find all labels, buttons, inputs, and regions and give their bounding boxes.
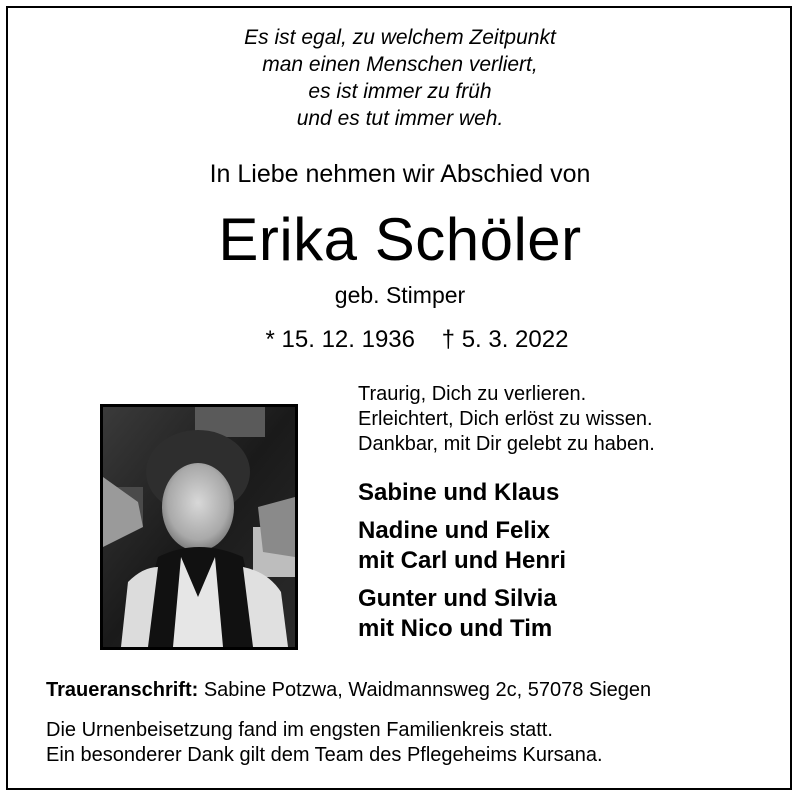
birth-date: * 15. 12. 1936: [265, 326, 415, 353]
poem-line: Erleichtert, Dich erlöst zu wissen.: [358, 408, 653, 430]
address-text: Sabine Potzwa, Waidmannsweg 2c, 57078 Siegen: [203, 679, 652, 701]
quote-line: und es tut immer weh.: [296, 107, 504, 130]
quote-line: man einen Menschen verliert,: [262, 53, 538, 76]
family-list: [358, 478, 566, 652]
portrait-image: [103, 407, 295, 647]
family-group: [358, 584, 566, 644]
quote: [0, 24, 800, 132]
note-line: Die Urnenbeisetzung fand im engsten Familienkreis statt.: [46, 719, 553, 741]
poem: [358, 382, 655, 457]
notes: [46, 718, 603, 768]
family-group: [358, 478, 566, 508]
family-member: mit Carl und Henri: [358, 547, 567, 574]
life-dates: [0, 326, 800, 354]
quote-line: es ist immer zu früh: [308, 80, 492, 103]
mourning-address: [46, 679, 651, 702]
quote-line: Es ist egal, zu welchem Zeitpunkt: [244, 26, 556, 49]
poem-line: Dankbar, mit Dir gelebt zu haben.: [358, 433, 655, 455]
address-label: Traueranschrift:: [46, 679, 199, 701]
family-member: mit Nico und Tim: [358, 615, 553, 642]
family-group: [358, 516, 566, 576]
portrait-photo: [100, 404, 298, 650]
poem-line: Traurig, Dich zu verlieren.: [358, 383, 587, 405]
family-member: Gunter und Silvia: [358, 585, 557, 612]
family-member: Sabine und Klaus: [358, 479, 560, 506]
maiden-name: geb. Stimper: [334, 282, 466, 308]
intro-text: In Liebe nehmen wir Abschied von: [209, 160, 591, 188]
deceased-name: Erika Schöler: [218, 206, 582, 273]
note-line: Ein besonderer Dank gilt dem Team des Pflegeheims Kursana.: [46, 744, 603, 766]
death-date: † 5. 3. 2022: [441, 326, 569, 353]
family-member: Nadine und Felix: [358, 517, 551, 544]
